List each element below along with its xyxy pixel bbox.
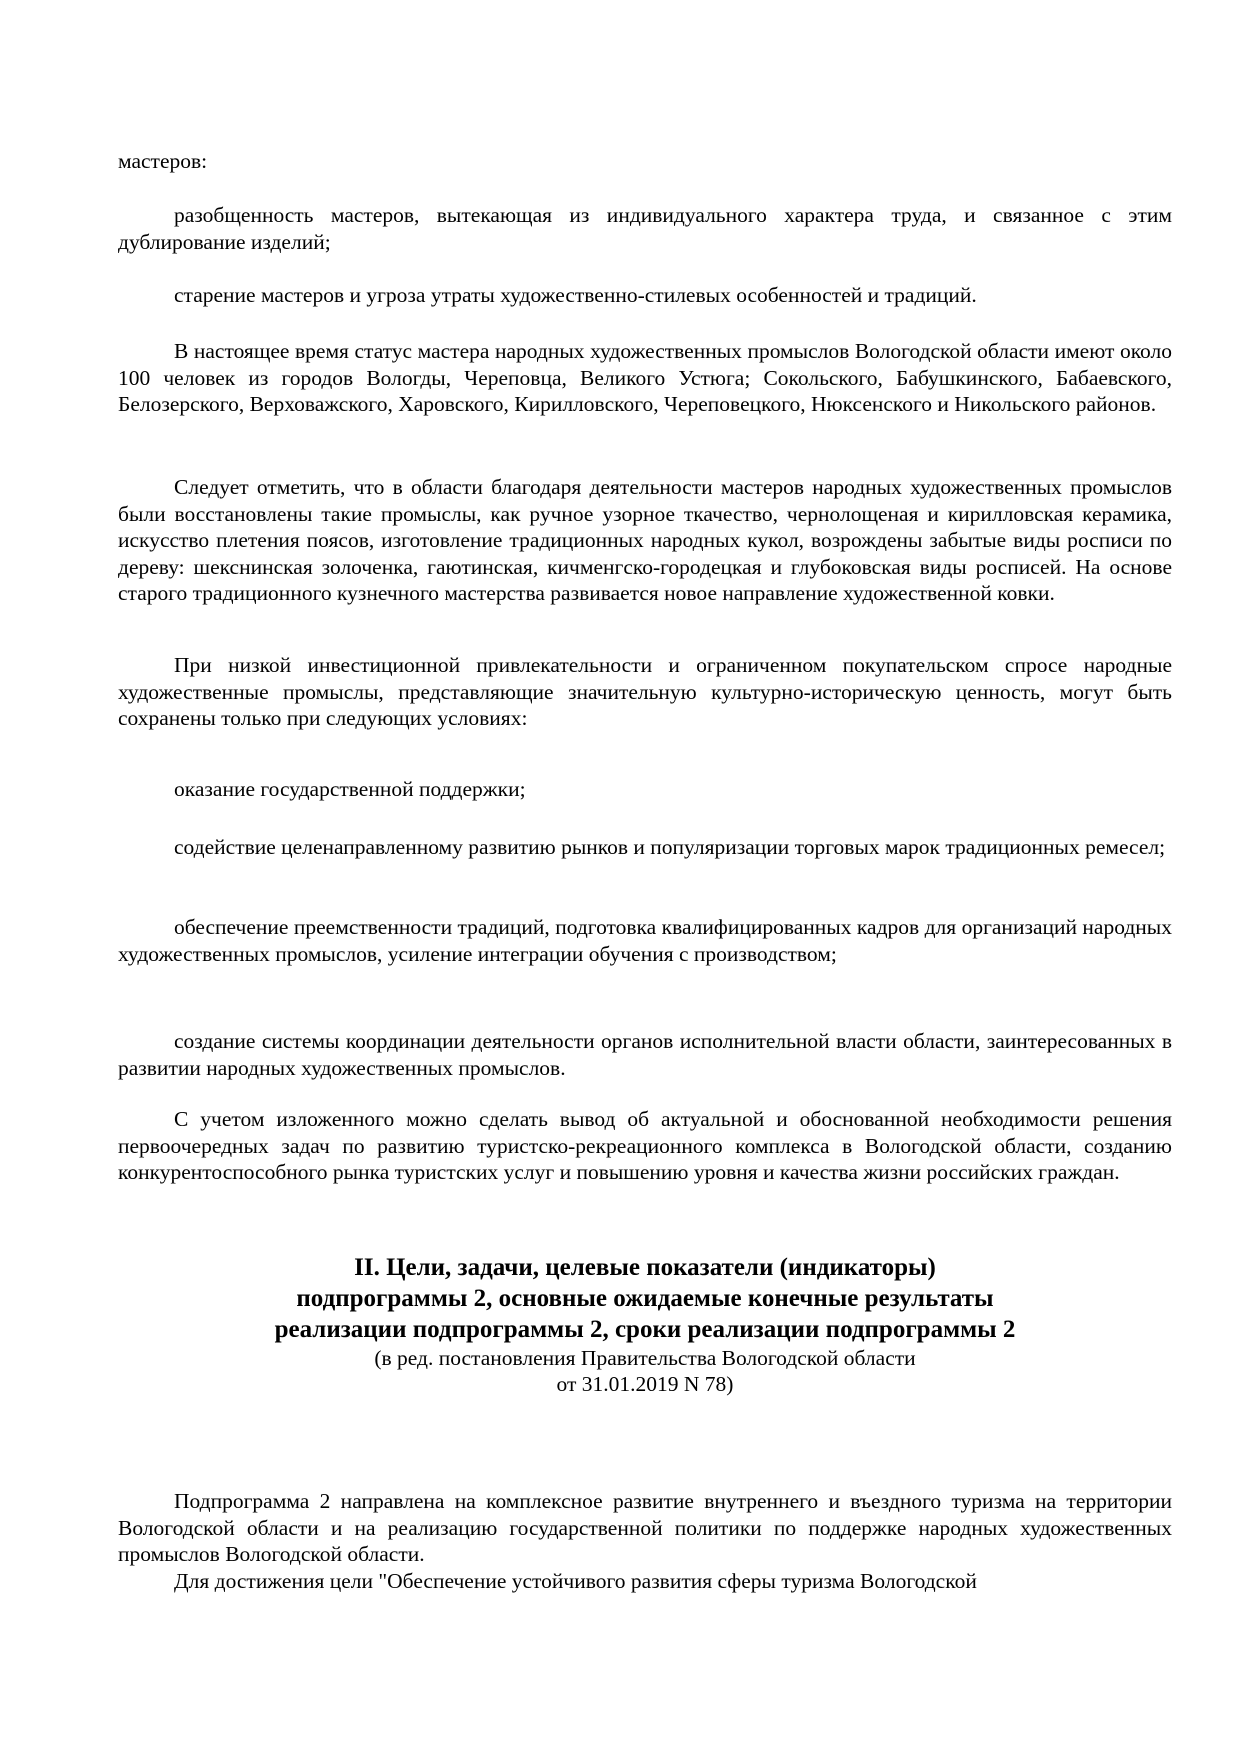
paragraph: Следует отметить, что в области благодаря деятельности мастеров народных художественных промыслов были восстановлены такие промыслы, как ручное узорное ткачество, чернолощеная и кирилловская керамика, искусство плетения поясов, изготовление традиционных народных кукол, возрождены забытые виды росписи по дереву: шекснинская золоченка, гаютинская, кичменгско-городецкая и глубоковская виды росписей. На основе старого традиционного кузнечного мастерства развивается новое направление художественной ковки. [118,475,1172,605]
heading-line: подпрограммы 2, основные ожидаемые конечные результаты [296,1285,994,1312]
paragraph: содействие целенаправленному развитию рынков и популяризации торговых марок традиционных ремесел; [174,835,1166,859]
paragraph: При низкой инвестиционной привлекательности и ограниченном покупательском спросе народные художественные промыслы, представляющие значительную культурно-историческую ценность, могут быть сохранены только при следующих условиях: [118,653,1172,730]
heading-note: от 31.01.2019 N 78) [556,1372,734,1396]
section-heading [118,1252,1172,1397]
paragraph: старение мастеров и угроза утраты художественно-стилевых особенностей и традиций. [174,283,977,307]
heading-note: (в ред. постановления Правительства Вологодской области [374,1346,916,1370]
heading-line: реализации подпрограммы 2, сроки реализации подпрограммы 2 [274,1316,1016,1343]
paragraph: мастеров: [118,149,208,173]
paragraph: С учетом изложенного можно сделать вывод об актуальной и обоснованной необходимости решения первоочередных задач по развитию туристско-рекреационного комплекса в Вологодской области, созданию конкурентоспособного рынка туристских услуг и повышению уровня и качества жизни российских граждан. [118,1107,1172,1184]
heading-line: II. Цели, задачи, целевые показатели (индикаторы) [354,1254,936,1281]
paragraph: Для достижения цели "Обеспечение устойчивого развития сферы туризма Вологодской [174,1569,977,1593]
paragraph: разобщенность мастеров, вытекающая из индивидуального характера труда, и связанное с этим дублирование изделий; [118,203,1172,254]
paragraph: В настоящее время статус мастера народных художественных промыслов Вологодской области имеют около 100 человек из городов Вологды, Череповца, Великого Устюга; Сокольского, Бабушкинского, Бабаевского, Белозерского, Верховажского, Харовского, Кирилловского, Череповецкого, Нюксенского и Никольского районов. [118,339,1172,416]
paragraph: создание системы координации деятельности органов исполнительной власти области, заинтересованных в развитии народных художественных промыслов. [118,1029,1172,1080]
paragraph: оказание государственной поддержки; [174,777,526,801]
paragraph: обеспечение преемственности традиций, подготовка квалифицированных кадров для организаций народных художественных промыслов, усиление интеграции обучения с производством; [118,915,1172,966]
paragraph: Подпрограмма 2 направлена на комплексное развитие внутреннего и въездного туризма на территории Вологодской области и на реализацию государственной политики по поддержке народных художественных промыслов Вологодской области. [118,1489,1172,1566]
